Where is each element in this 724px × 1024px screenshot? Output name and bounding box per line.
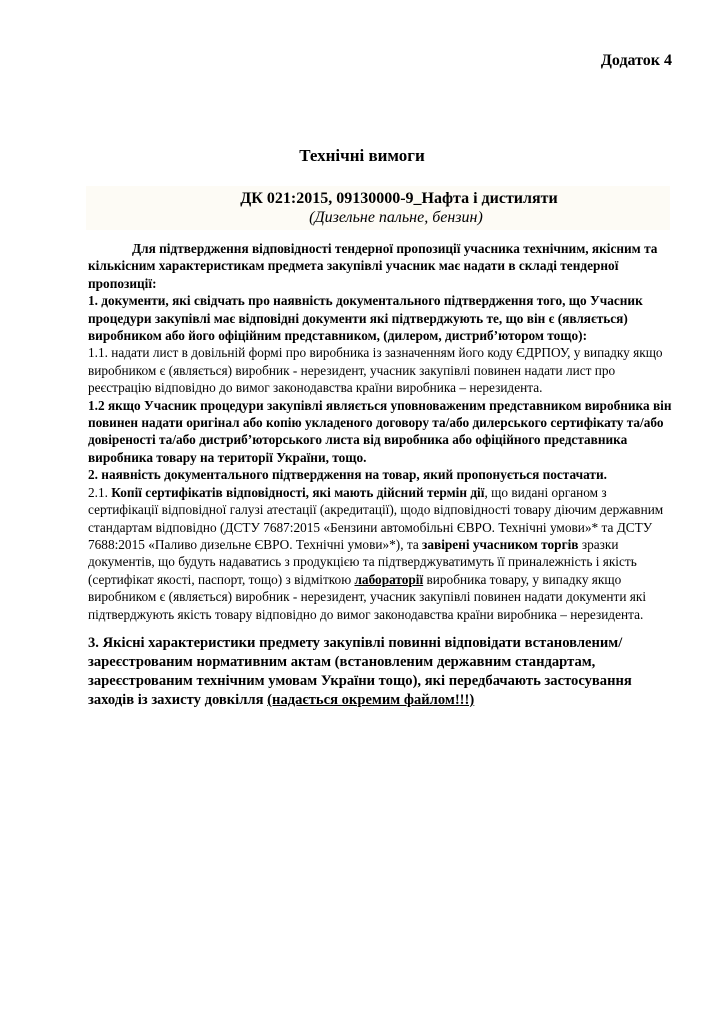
intro-paragraph: Для підтвердження відповідності тендерної пропозиції учасника технічним, якісним та кількісним характеристикам предмета закупівлі учасник має надати в складі тендерної пропозиції: <box>88 241 658 291</box>
classification-subtitle: (Дизельне пальне, бензин) <box>309 209 483 226</box>
document-body <box>88 240 674 710</box>
item-2-1-number: 2.1. <box>88 484 112 500</box>
appendix-label: Додаток 4 <box>600 52 672 69</box>
item-1-1: 1.1. надати лист в довільній формі про виробника із зазначенням його коду ЄДРПОУ, у випадку якщо виробником є (являється) виробник - нерезидент, учасник закупівлі повинен надати лист про реєстрацію відповідно до вимог законодавства країни виробника – нерезидента. <box>88 345 663 396</box>
item-2-1-text-1: , що видані органом з сертифікації відповідної галузі атестації (акредитації), щодо відповідності товару діючим державним стандартам відповідно (ДСТУ 7687:2015 «Бензини автомобільні ЄВРО. Технічні умови»* та ДСТУ 7688:2015 «Паливо дизельне ЄВРО. Технічні умови»*), та <box>88 484 664 552</box>
item-3 <box>88 634 674 710</box>
item-3-text: 3. Якісні характеристики предмету закупівлі повинні відповідати встановленим/зареєстрованим нормативним актам (встановленим державним стандартам, зареєстрованим технічним умовам України тощо), які передбачають застосування заходів із захисту довкілля <box>88 634 632 708</box>
item-2-1-bold-certificates: Копії сертифікатів відповідності, які мають дійсний термін дії <box>111 484 485 500</box>
item-1: 1. документи, які свідчать про наявність документального підтвердження того, що Учасник процедури закупівлі має відповідні документи які підтверджують те, що він є (являється) виробником або його офіційним представником, (дилером, дистриб’ютором тощо): <box>88 293 643 344</box>
item-2-1-bold-certified: завірені учасником торгів <box>422 536 579 552</box>
item-2-1-bold-laboratory: лабораторії <box>354 571 424 587</box>
item-2-1-text-2: зразки документів, що будуть надаватись з продукцією та підтверджуватимуть її приналежність і якість (сертифікат якості, паспорт, тощо) з відміткою <box>88 536 637 587</box>
item-2-1-text-3: виробника товару, у випадку якщо виробником є (являється) виробник - нерезидент, учасник закупівлі повинен надати документи які підтверджують якість товару відповідно до вимог законодавства країни виробника – нерезидента. <box>88 571 647 622</box>
item-2-1 <box>88 484 674 623</box>
document-title: Технічні вимоги <box>299 146 425 165</box>
item-3-note: (надається окремим файлом!!!) <box>267 691 475 708</box>
item-2: 2. наявність документального підтвердження на товар, який пропонується постачати. <box>88 467 607 483</box>
item-1-2: 1.2 якщо Учасник процедури закупівлі являється уповноваженим представником виробника він повинен надати оригінал або копію укладеного договору та/або дилерського сертифікату та/або довіреності та/або дистриб’юторського листа від виробника або офіційного представника виробника товару на території України, тощо. <box>88 397 672 465</box>
classification-code: ДК 021:2015, 09130000-9_Нафта і дистиляти <box>240 190 558 207</box>
